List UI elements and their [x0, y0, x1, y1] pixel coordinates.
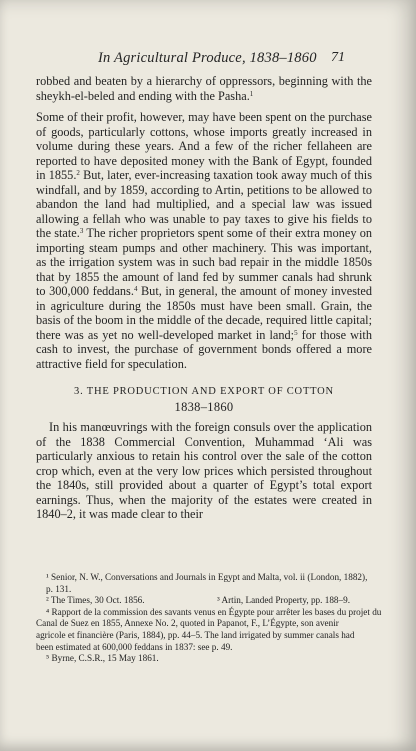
- section-dates: 1838–1860: [174, 399, 234, 414]
- footnote-4-cont: Canal de Suez en 1855, Annexe No. 2, quoted in Papanot, F., L’Égypte, son avenir: [36, 618, 339, 629]
- footnote-4: ⁴ Rapport de la commission des savants venus en Égypte pour arrêter les bases du projet du: [46, 606, 382, 617]
- body-text: [36, 74, 372, 522]
- section-heading: [36, 385, 372, 414]
- footnote-4-cont: been estimated at 600,000 feddans in 1837: see p. 49.: [36, 641, 233, 652]
- paragraph: Some of their profit, however, may have been spent on the purchase of goods, particularly cottons, whose imports greatly increased in volume during these years. And a few of the richer fellaheen are reported to have deposited money with the Bank of Egypt, founded in 1855.$^2$ But, later, ever-increasing taxation took away much of this windfall, and by 1859, according to Artin, petitions to be allowed to abandon the land had multiplied, and a special law was issued allowing a fellah who was unable to pay taxes to give his fields to the state.$^3$ The richer proprietors spent some of their extra money on importing steam pumps and other machinery. This was important, as the irrigation system was in such bad repair in the middle 1850s that by 1855 the amount of land fed by summer canals had shrunk to 300,000 feddans.$^4$ But, in general, the amount of money invested in agriculture during the 1850s must have been small. Grain, the basis of the boom in the middle of the decade, required little capital; there was as yet no well-developed market in land;$^5$ for those with cash to invest, the purchase of government bonds offered a more attractive field for speculation.: [36, 110, 373, 371]
- footnote-3: ³ Artin, Landed Property, pp. 188–9.: [216, 595, 350, 606]
- footnote-5: ⁵ Byrne, C.S.R., 15 May 1861.: [46, 653, 159, 664]
- running-header: [0, 50, 416, 68]
- footnote-ref: 4: [133, 285, 138, 293]
- footnotes: [36, 572, 382, 665]
- section-title: 3. THE PRODUCTION AND EXPORT OF COTTON: [74, 386, 334, 397]
- footnote-ref: 3: [79, 227, 84, 235]
- continued-paragraph: robbed and beaten by a hierarchy of oppressors, beginning with the sheykh-el-beled and ending with the Pasha.$^1$: [36, 74, 372, 103]
- running-title: In Agricultural Produce, 1838–1860: [98, 50, 317, 66]
- page-number: 71: [331, 50, 345, 65]
- paragraph: In his manœuvrings with the foreign consuls over the application of the 1838 Commercial Convention, Muhammad ‘Ali was particularly anxious to retain his control over the sale of the cotton crop which, even at the very low prices which persisted throughout the 1840s, still provided about a quarter of Egypt’s total export earnings. Thus, when the majority of the estates were created in 1840–2, it was made clear to their: [36, 420, 372, 521]
- footnote-ref: 1: [249, 89, 254, 98]
- footnote-2: ² The Times, 30 Oct. 1856.: [46, 595, 145, 606]
- footnote-ref: 5: [294, 328, 298, 337]
- footnote-4-cont: agricole et financière (Paris, 1884), pp. 44–5. The land irrigated by summer canals had: [36, 629, 355, 640]
- footnote-1: ¹ Senior, N. W., Conversations and Journals in Egypt and Malta, vol. ii (London, 1882), p. 131.: [46, 572, 368, 594]
- footnote-ref: 2: [76, 169, 80, 177]
- footnote-row: [36, 595, 372, 607]
